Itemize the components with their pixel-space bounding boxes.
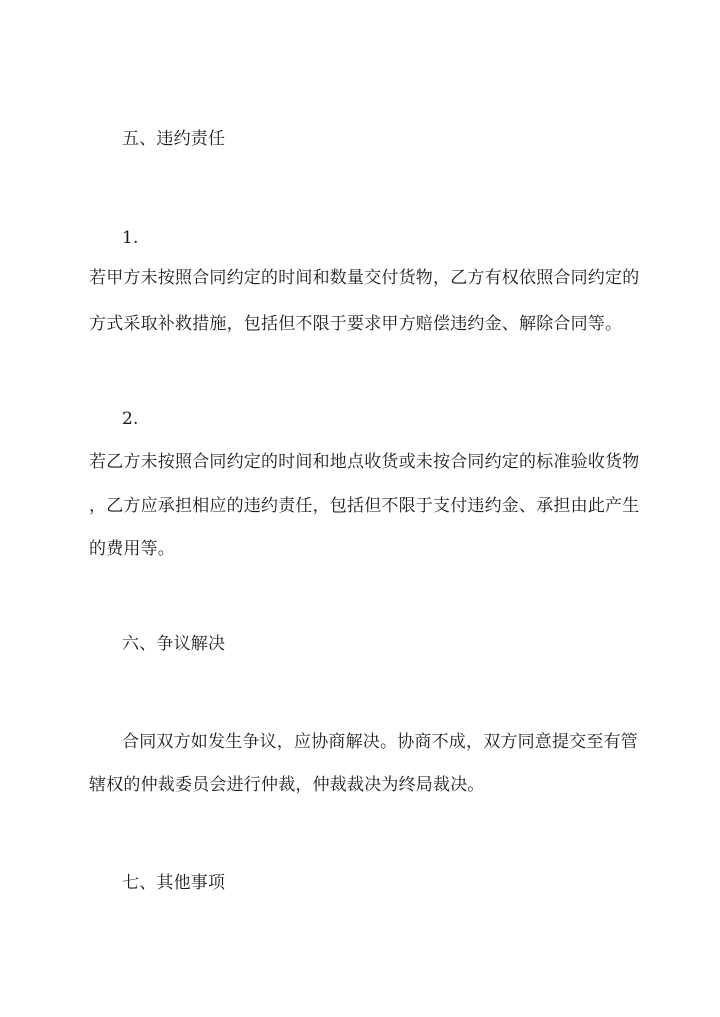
clause-number-1: 1. <box>122 228 139 248</box>
dispute-paragraph-line-2: 辖权的仲裁委员会进行仲裁，仲裁裁决为终局裁决。 <box>89 775 485 795</box>
section-heading-dispute-resolution: 六、争议解决 <box>122 634 226 654</box>
clause-2-line-2: ，乙方应承担相应的违约责任，包括但不限于支付违约金、承担由此产生 <box>89 496 640 516</box>
clause-2-line-1: 若乙方未按照合同约定的时间和地点收货或未按合同约定的标准验收货物 <box>89 452 640 472</box>
dispute-paragraph-line-1: 合同双方如发生争议，应协商解决。协商不成，双方同意提交至有管 <box>122 732 638 752</box>
clause-2-line-3: 的费用等。 <box>89 539 175 559</box>
clause-number-2: 2. <box>122 409 139 429</box>
clause-1-line-1: 若甲方未按照合同约定的时间和数量交付货物，乙方有权依照合同约定的 <box>89 268 640 288</box>
section-heading-other-matters: 七、其他事项 <box>122 873 226 893</box>
section-heading-breach-liability: 五、违约责任 <box>122 129 226 149</box>
clause-1-line-2: 方式采取补救措施，包括但不限于要求甲方赔偿违约金、解除合同等。 <box>89 314 623 334</box>
